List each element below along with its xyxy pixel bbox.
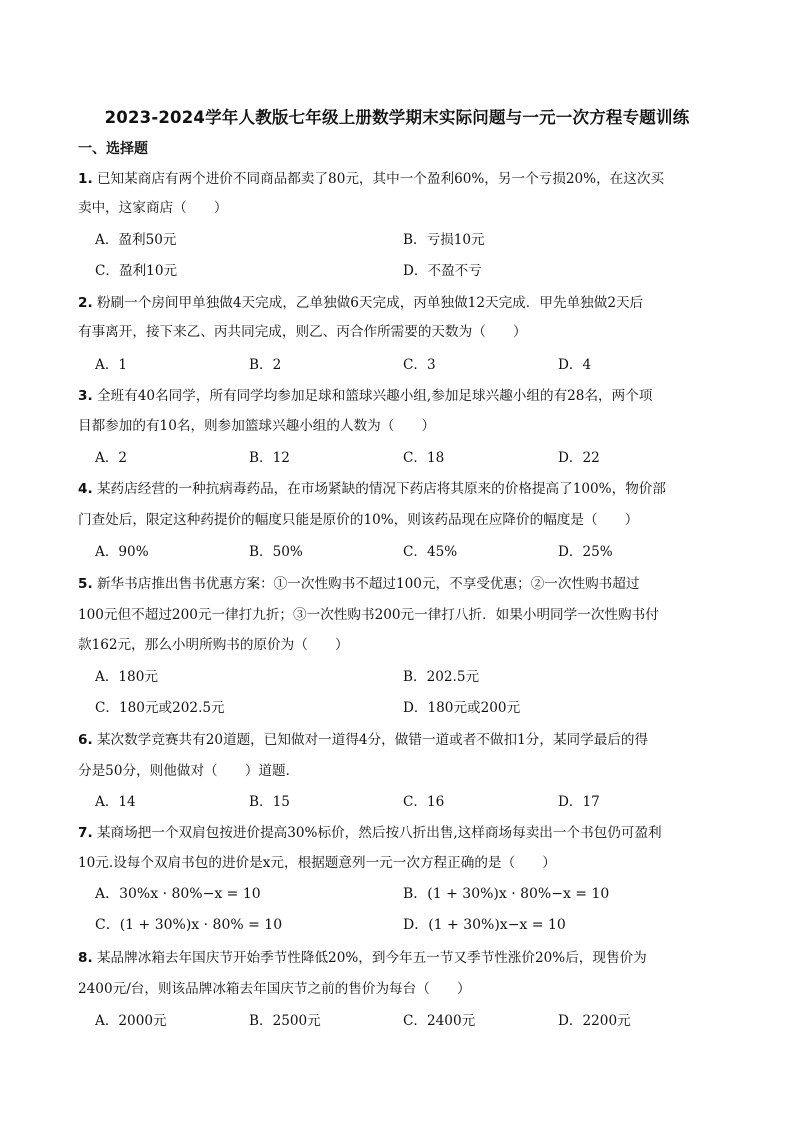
question-8-option-b[interactable]: B．2500元 <box>249 1013 321 1029</box>
question-2-option-a[interactable]: A．1 <box>95 357 128 373</box>
section-heading: 一、选择题 <box>78 141 148 157</box>
question-6-line-2: 分是50分，则他做对（ ）道题． <box>78 763 300 779</box>
question-number: 3. <box>78 388 93 404</box>
question-text: 新华书店推出售书优惠方案：①一次性购书不超过100元，不享受优惠；②一次性购书超过 <box>96 576 640 592</box>
question-number: 1. <box>78 171 93 187</box>
question-5-line-2: 100元但不超过200元一律打九折；③一次性购书200元一律打八折．如果小明同学一次性购书付 <box>78 607 659 623</box>
question-1-option-a[interactable]: A．盈利50元 <box>95 232 177 248</box>
question-1-option-b[interactable]: B．亏损10元 <box>403 232 485 248</box>
question-4-option-d[interactable]: D．25% <box>558 544 613 560</box>
question-7-option-c[interactable]: C．(1 + 30%)x · 80% = 10 <box>95 917 283 933</box>
question-4-option-c[interactable]: C．45% <box>403 544 458 560</box>
question-text: 全班有40名同学，所有同学均参加足球和篮球兴趣小组,参加足球兴趣小组的有28名，两个项 <box>96 388 653 404</box>
question-text: 某次数学竞赛共有20道题，已知做对一道得4分，做错一道或者不做扣1分，某同学最后的得 <box>96 732 649 748</box>
question-1-line-1 <box>78 167 664 187</box>
question-7-line-1 <box>78 821 662 841</box>
question-text: 粉刷一个房间甲单独做4天完成，乙单独做6天完成，丙单独做12天完成．甲先单独做2天后 <box>96 295 644 311</box>
question-6-option-c[interactable]: C．16 <box>403 794 445 810</box>
question-6-option-b[interactable]: B．15 <box>249 794 290 810</box>
question-2-line-2: 有事离开，接下来乙、丙共同完成，则乙、丙合作所需要的天数为（ ） <box>78 324 527 340</box>
question-5-option-a[interactable]: A．180元 <box>95 669 158 685</box>
question-number: 2. <box>78 295 93 311</box>
question-1-option-d[interactable]: D．不盈不亏 <box>403 263 482 279</box>
question-3-option-c[interactable]: C．18 <box>403 450 445 466</box>
question-4-line-1 <box>78 477 666 497</box>
question-5-option-b[interactable]: B．202.5元 <box>403 669 480 685</box>
question-2-option-d[interactable]: D．4 <box>558 357 592 373</box>
question-5-option-c[interactable]: C．180元或202.5元 <box>95 700 225 716</box>
question-5-option-d[interactable]: D．180元或200元 <box>403 700 521 716</box>
question-number: 5. <box>78 576 93 592</box>
question-3-line-1 <box>78 384 652 404</box>
question-5-line-3: 款162元，那么小明所购书的原价为（ ） <box>78 637 349 653</box>
question-2-option-b[interactable]: B．2 <box>249 357 282 373</box>
question-5-line-1 <box>78 572 639 592</box>
question-3-line-2: 目都参加的有10名，则参加篮球兴趣小组的人数为（ ） <box>78 418 436 434</box>
question-7-option-a[interactable]: A．30%x · 80%−x = 10 <box>95 886 261 902</box>
question-number: 7. <box>78 825 93 841</box>
question-4-option-b[interactable]: B．50% <box>249 544 303 560</box>
question-6-option-a[interactable]: A．14 <box>95 794 136 810</box>
question-8-option-a[interactable]: A．2000元 <box>95 1013 167 1029</box>
question-number: 6. <box>78 732 93 748</box>
question-8-line-2: 2400元/台，则该品牌冰箱去年国庆节之前的售价为每台（ ） <box>78 981 471 997</box>
question-8-option-d[interactable]: D．2200元 <box>558 1013 631 1029</box>
question-3-option-b[interactable]: B．12 <box>249 450 290 466</box>
question-1-option-c[interactable]: C．盈利10元 <box>95 263 178 279</box>
question-6-option-d[interactable]: D．17 <box>558 794 600 810</box>
question-text: 某商场把一个双肩包按进价提高30%标价，然后按八折出售,这样商场每卖出一个书包仍可盈利 <box>96 825 662 841</box>
question-7-option-b[interactable]: B．(1 + 30%)x · 80%−x = 10 <box>403 886 610 902</box>
question-text: 某品牌冰箱去年国庆节开始季节性降低20%，到今年五一节又季节性涨价20%后，现售价为 <box>96 950 647 966</box>
question-text: 某药店经营的一种抗病毒药品，在市场紧缺的情况下药店将其原来的价格提高了100%，物价部 <box>96 481 666 497</box>
question-7-line-2: 10元.设每个双肩书包的进价是x元，根据题意列一元一次方程正确的是（ ） <box>78 855 556 871</box>
question-number: 4. <box>78 481 93 497</box>
question-7-option-d[interactable]: D．(1 + 30%)x−x = 10 <box>403 917 566 933</box>
question-text: 已知某商店有两个进价不同商品都卖了80元，其中一个盈利60%，另一个亏损20%，在这次买 <box>96 171 665 187</box>
question-3-option-d[interactable]: D．22 <box>558 450 600 466</box>
question-4-line-2: 门查处后，限定这种药提价的幅度只能是原价的10%，则该药品现在应降价的幅度是（ ） <box>78 512 639 528</box>
question-4-option-a[interactable]: A．90% <box>95 544 149 560</box>
question-8-line-1 <box>78 946 647 966</box>
question-number: 8. <box>78 950 93 966</box>
question-3-option-a[interactable]: A．2 <box>95 450 128 466</box>
document-title: 2023-2024学年人教版七年级上册数学期末实际问题与一元一次方程专题训练 <box>104 108 690 127</box>
question-1-line-2: 卖中，这家商店（ ） <box>78 200 228 216</box>
question-2-option-c[interactable]: C．3 <box>403 357 436 373</box>
question-8-option-c[interactable]: C．2400元 <box>403 1013 476 1029</box>
question-2-line-1 <box>78 291 643 311</box>
question-6-line-1 <box>78 728 648 748</box>
